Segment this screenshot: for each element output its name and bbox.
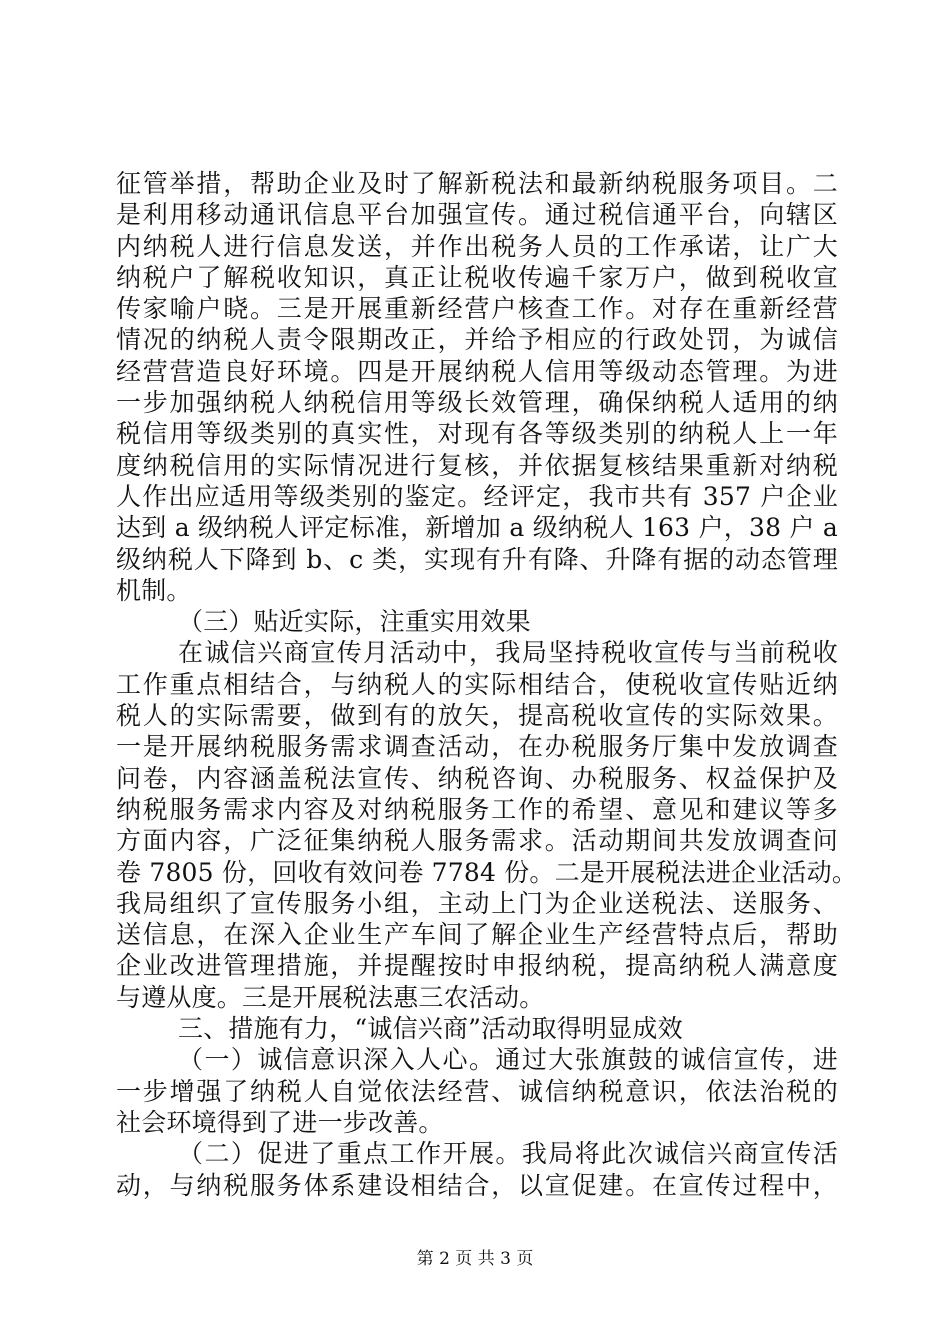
text-line: 社会环境得到了进一步改善。 <box>116 1107 444 1137</box>
page-footer: 第 2 页 共 3 页 <box>416 1249 534 1269</box>
text-line: 三、措施有力，“诚信兴商”活动取得明显成效 <box>178 1014 683 1044</box>
text-line: 纳税服务需求内容及对纳税服务工作的希望、意见和建议等多 <box>116 794 838 824</box>
text-line: 度纳税信用的实际情况进行复核，并依据复核结果重新对纳税 <box>116 450 838 480</box>
text-line: （二）促进了重点工作开展。我局将此次诚信兴商宣传活 <box>178 1139 838 1169</box>
text-line: 送信息，在深入企业生产车间了解企业生产经营特点后，帮助 <box>116 920 838 950</box>
text-line: 一步增强了纳税人自觉依法经营、诚信纳税意识，依法治税的 <box>116 1076 838 1106</box>
text-line: 内纳税人进行信息发送，并作出税务人员的工作承诺，让广大 <box>116 231 838 261</box>
text-line: （一）诚信意识深入人心。通过大张旗鼓的诚信宣传，进 <box>178 1045 838 1075</box>
text-line: 问卷，内容涵盖税法宣传、纳税咨询、办税服务、权益保护及 <box>116 763 838 793</box>
text-line: 是利用移动通讯信息平台加强宣传。通过税信通平台，向辖区 <box>116 200 838 230</box>
text-line: 我局组织了宣传服务小组，主动上门为企业送税法、送服务、 <box>116 888 838 918</box>
document-body <box>116 168 858 1201</box>
text-line: 税人的实际需要，做到有的放矢，提高税收宣传的实际效果。 <box>116 701 838 731</box>
text-line: 卷 7805 份，回收有效问卷 7784 份。二是开展税法进企业活动。 <box>116 857 858 887</box>
text-line: 企业改进管理措施，并提醒按时申报纳税，提高纳税人满意度 <box>116 951 838 981</box>
text-line: 人作出应适用等级类别的鉴定。经评定，我市共有 357 户企业 <box>116 481 838 511</box>
text-line: 情况的纳税人责令限期改正，并给予相应的行政处罚，为诚信 <box>116 325 838 355</box>
text-line: 级纳税人下降到 b、c 类，实现有升有降、升降有据的动态管理 <box>116 544 838 574</box>
text-line: 方面内容，广泛征集纳税人服务需求。活动期间共发放调查问 <box>116 826 838 856</box>
text-line: 动，与纳税服务体系建设相结合，以宣促建。在宣传过程中， <box>116 1170 838 1200</box>
text-line: 纳税户了解税收知识，真正让税收传遍千家万户，做到税收宣 <box>116 262 838 292</box>
text-line: 一是开展纳税服务需求调查活动，在办税服务厅集中发放调查 <box>116 732 838 762</box>
text-line: 工作重点相结合，与纳税人的实际相结合，使税收宣传贴近纳 <box>116 669 838 699</box>
text-line: 机制。 <box>116 575 192 605</box>
text-line: 一步加强纳税人纳税信用等级长效管理，确保纳税人适用的纳 <box>116 388 838 418</box>
text-line: （三）贴近实际，注重实用效果 <box>178 607 531 637</box>
text-line: 经营营造良好环境。四是开展纳税人信用等级动态管理。为进 <box>116 356 838 386</box>
text-line: 达到 a 级纳税人评定标准，新增加 a 级纳税人 163 户，38 户 a <box>116 513 838 543</box>
text-line: 传家喻户晓。三是开展重新经营户核查工作。对存在重新经营 <box>116 294 838 324</box>
text-line: 税信用等级类别的真实性，对现有各等级类别的纳税人上一年 <box>116 419 838 449</box>
text-line: 与遵从度。三是开展税法惠三农活动。 <box>116 982 545 1012</box>
text-line: 在诚信兴商宣传月活动中，我局坚持税收宣传与当前税收 <box>178 638 838 668</box>
text-line: 征管举措，帮助企业及时了解新税法和最新纳税服务项目。二 <box>116 169 838 198</box>
